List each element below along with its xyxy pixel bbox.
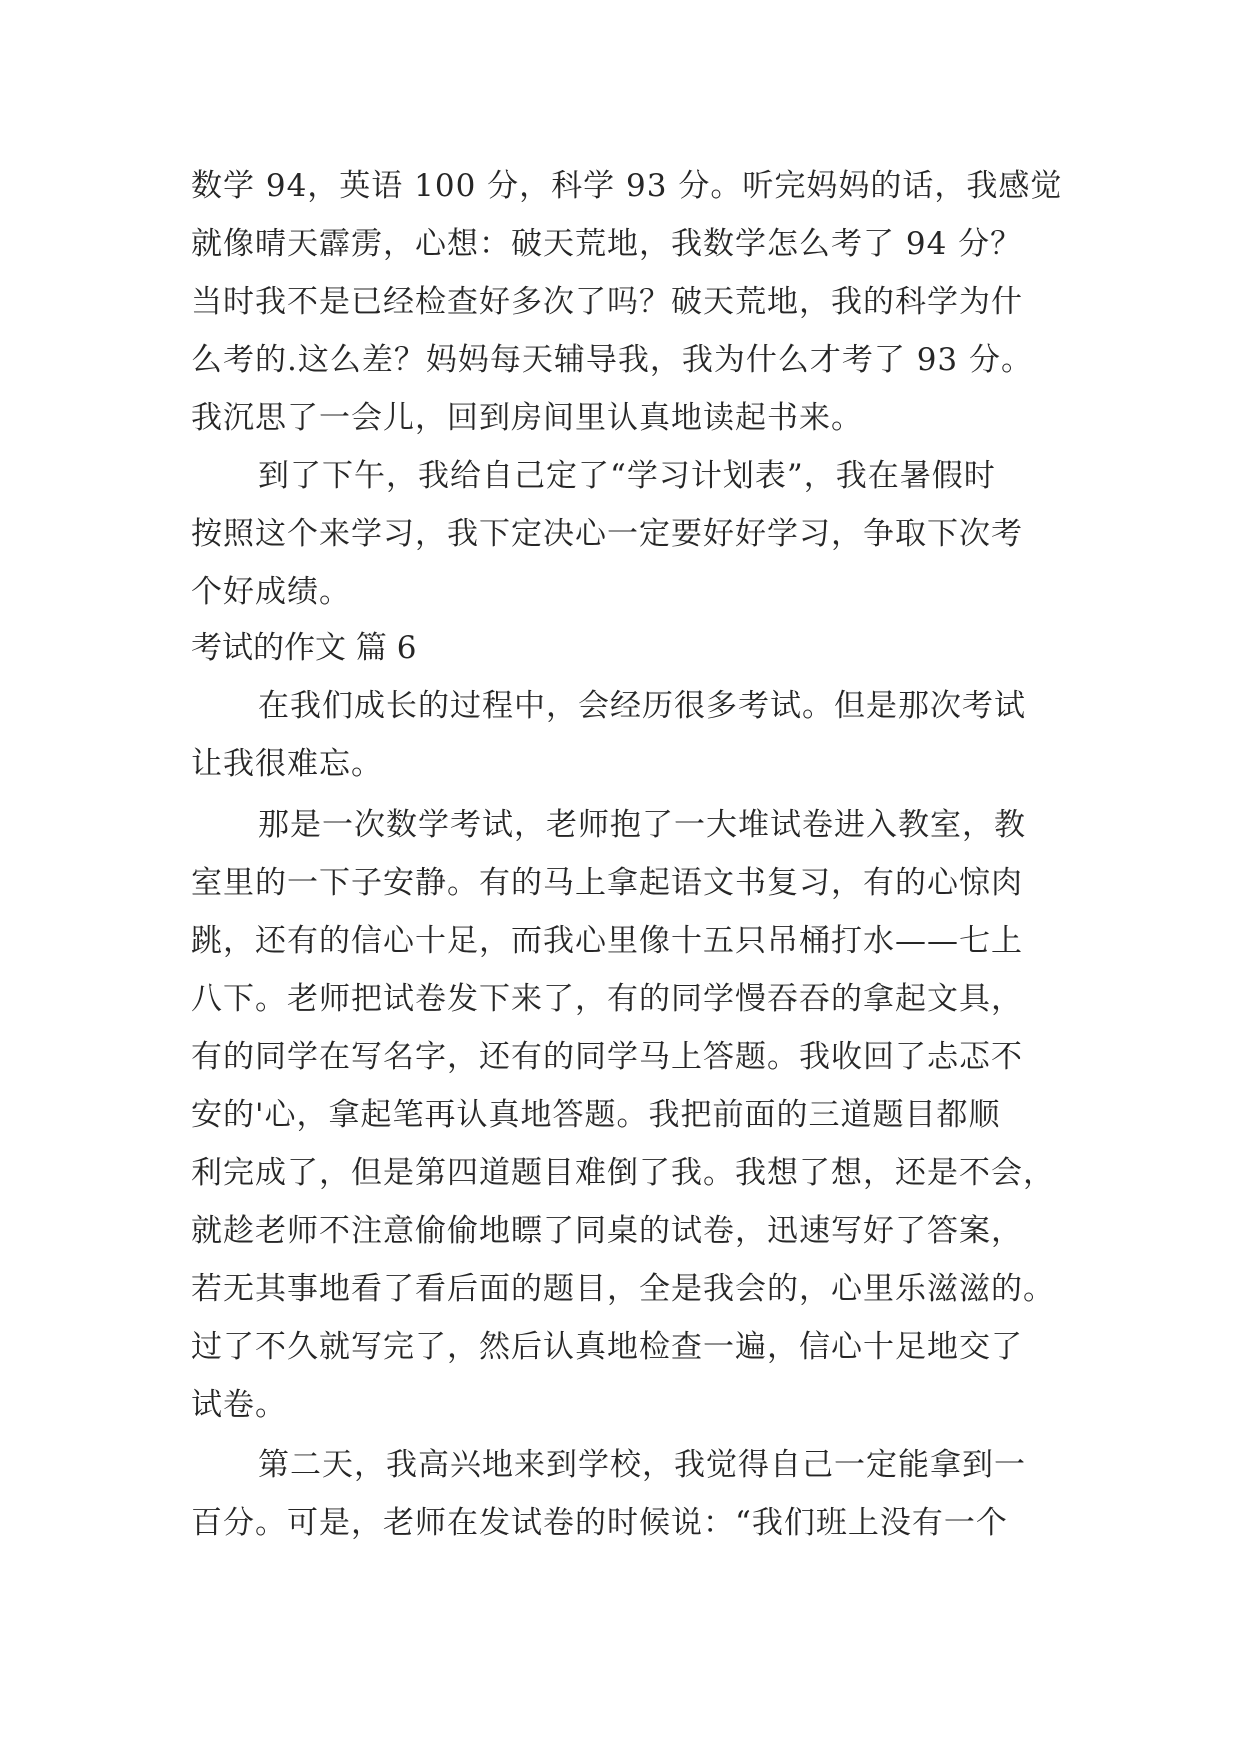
text-line: 就趁老师不注意偷偷地瞟了同桌的试卷，迅速写好了答案，: [191, 1213, 1023, 1249]
text-line: 当时我不是已经检查好多次了吗？破天荒地，我的科学为什: [191, 284, 1023, 320]
text-line: 我沉思了一会儿，回到房间里认真地读起书来。: [191, 400, 863, 436]
paragraph-first-line: 在我们成长的过程中，会经历很多考试。但是那次考试: [258, 688, 1026, 724]
text-line: 么考的.这么差？妈妈每天辅导我，我为什么才考了 93 分。: [191, 342, 1034, 378]
text-line: 试卷。: [191, 1387, 287, 1423]
text-line: 百分。可是，老师在发试卷的时候说：“我们班上没有一个: [191, 1505, 1008, 1541]
text-line: 个好成绩。: [191, 574, 351, 610]
text-line: 利完成了，但是第四道题目难倒了我。我想了想，还是不会，: [191, 1155, 1055, 1191]
section-heading: 考试的作文 篇 6: [191, 630, 417, 666]
text-line: 安的'心，拿起笔再认真地答题。我把前面的三道题目都顺: [191, 1097, 1001, 1133]
text-line: 过了不久就写完了，然后认真地检查一遍，信心十足地交了: [191, 1329, 1023, 1365]
text-line: 若无其事地看了看后面的题目，全是我会的，心里乐滋滋的。: [191, 1271, 1055, 1307]
paragraph-first-line: 那是一次数学考试，老师抱了一大堆试卷进入教室，教: [258, 807, 1026, 843]
text-line: 就像晴天霹雳，心想：破天荒地，我数学怎么考了 94 分？: [191, 226, 1023, 262]
text-line: 跳，还有的信心十足，而我心里像十五只吊桶打水——七上: [191, 923, 1023, 959]
text-line: 室里的一下子安静。有的马上拿起语文书复习，有的心惊肉: [191, 865, 1023, 901]
paragraph-first-line: 到了下午，我给自己定了“学习计划表”，我在暑假时: [258, 458, 996, 494]
text-line: 按照这个来学习，我下定决心一定要好好学习，争取下次考: [191, 516, 1023, 552]
paragraph-first-line: 第二天，我高兴地来到学校，我觉得自己一定能拿到一: [258, 1447, 1026, 1483]
text-line: 数学 94，英语 100 分，科学 93 分。听完妈妈的话，我感觉: [191, 168, 1063, 204]
text-line: 让我很难忘。: [191, 746, 383, 782]
text-line: 八下。老师把试卷发下来了，有的同学慢吞吞的拿起文具，: [191, 981, 1023, 1017]
text-line: 有的同学在写名字，还有的同学马上答题。我收回了忐忑不: [191, 1039, 1023, 1075]
